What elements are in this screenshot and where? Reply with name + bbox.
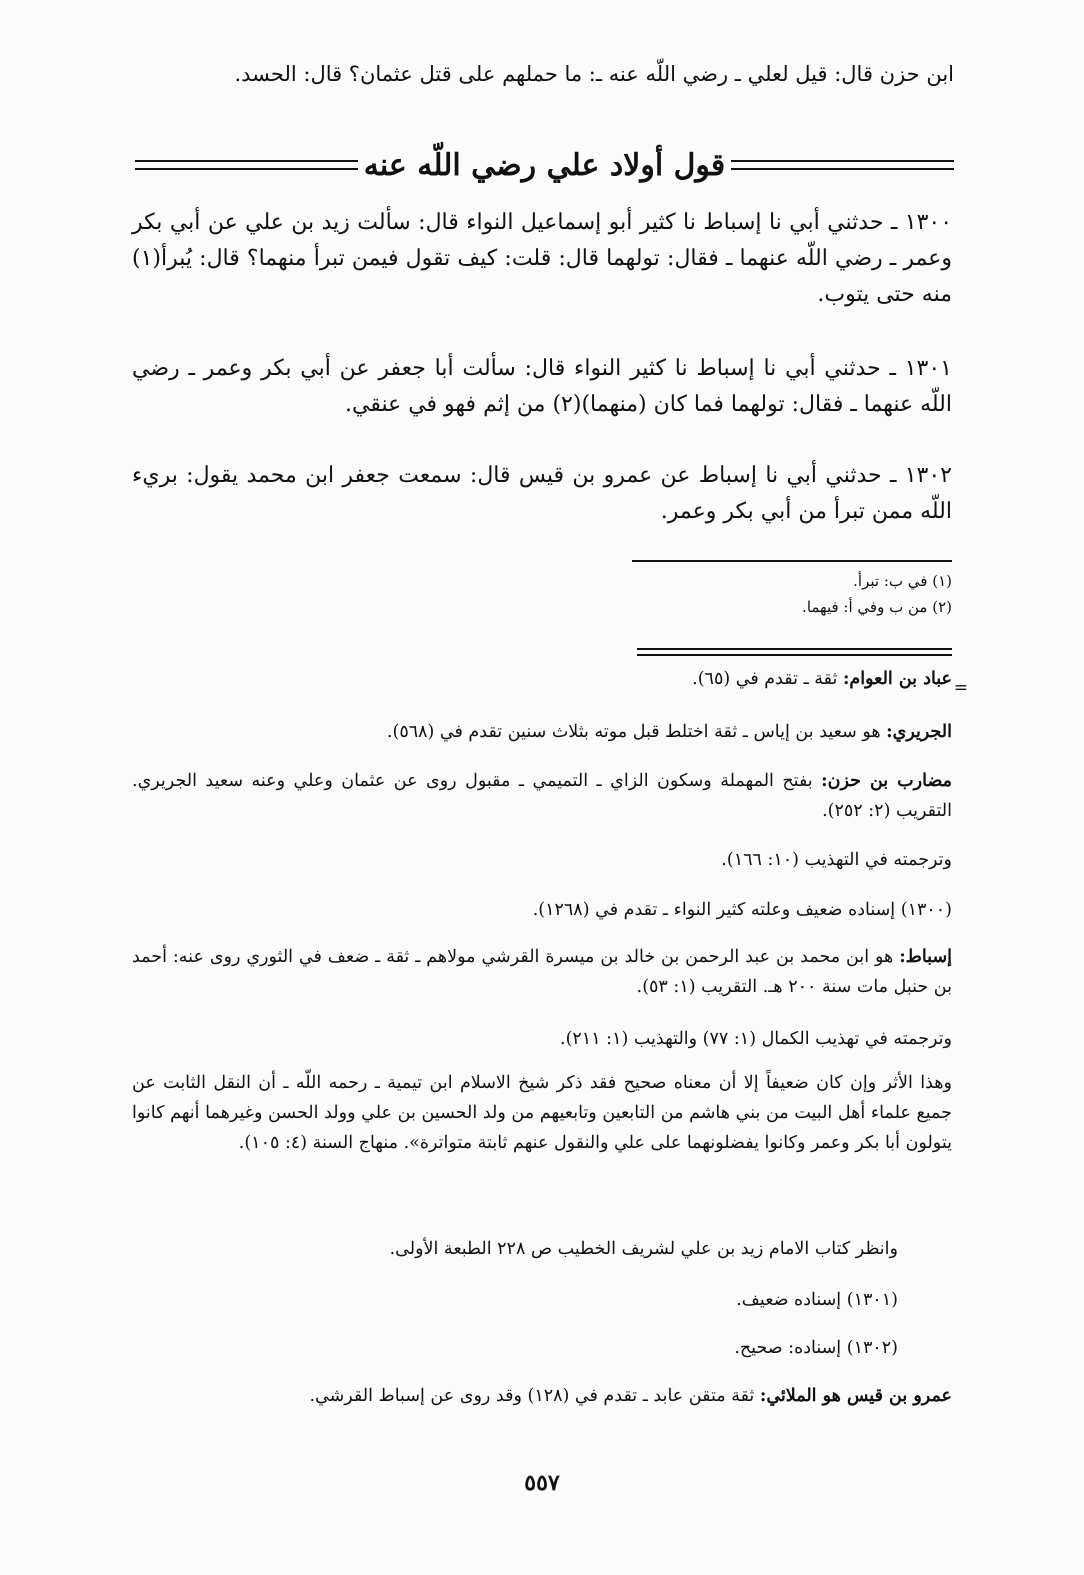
section-heading — [135, 140, 954, 190]
commentary-3-text: بفتح المهملة وسكون الزاي ـ التميمي ـ مقبول روى عن عثمان وعلي وعنه سعيد الجريري. التقريب (٢: ٢٥٢). — [132, 771, 952, 821]
commentary-6 — [132, 942, 952, 1002]
commentary-11 — [734, 1333, 898, 1363]
commentary-12-term: عمرو بن قيس هو الملائي: — [759, 1386, 952, 1406]
commentary-4 — [132, 845, 952, 875]
footnote-2: (٢) من ب وفي أ: فيهما. — [802, 598, 952, 616]
commentary-rule-top — [637, 648, 952, 650]
commentary-11-text: (١٣٠٢) إسناده: صحيح. — [734, 1338, 898, 1358]
hadith-1300: ١٣٠٠ ـ حدثني أبي نا إسباط نا كثير أبو إسماعيل النواء قال: سألت زيد بن علي عن أبي بكر وعمر ـ رضي اللّه عنهما ـ فقال: تولهما قال: قلت: كيف تقول فيمن تبرأ منهما؟ قال: يُبرأ(١) منه حتى يتوب. — [132, 210, 953, 307]
commentary-3 — [132, 766, 952, 826]
commentary-2-text: هو سعيد بن إياس ـ ثقة اختلط قبل موته بثلاث سنين تقدم في (٥٦٨). — [386, 722, 887, 742]
heading-rule-left — [135, 160, 358, 170]
commentary-4-text: وترجمته في التهذيب (١٠: ١٦٦). — [721, 850, 952, 870]
commentary-5-text: (١٣٠٠) إسناده ضعيف وعلته كثير النواء ـ تقدم في (١٢٦٨). — [532, 900, 952, 920]
commentary-1-text: ثقة ـ تقدم في (٦٥). — [692, 669, 843, 689]
commentary-12 — [132, 1381, 952, 1411]
commentary-8-text: وهذا الأثر وإن كان ضعيفاً إلا أن معناه صحيح فقد ذكر شيخ الاسلام ابن تيمية ـ رحمه اللّه ـ أن النقل الثابت عن جميع علماء أهل البيت من بني هاشم من التابعين وتابعيهم من ولد الحسين بن علي وولد الحسن وغيرهما أنهم كانوا يتولون أبا بكر وعمر وكانوا يفضلونهما على علي والنقول عنهم ثابتة متواترة». منهاج السنة (٤: ١٠٥). — [132, 1073, 952, 1153]
commentary-1 — [132, 664, 952, 694]
hadith-1302: ١٣٠٢ ـ حدثني أبي نا إسباط عن عمرو بن قيس قال: سمعت جعفر ابن محمد يقول: بريء اللّه ممن تبرأ من أبي بكر وعمر. — [132, 463, 952, 524]
footnote-divider — [632, 560, 952, 562]
commentary-7-text: وترجمته في تهذيب الكمال (١: ٧٧) والتهذيب (١: ٢١١). — [560, 1029, 952, 1049]
continuation-mark: = — [953, 678, 968, 698]
commentary-6-text: هو ابن محمد بن عبد الرحمن بن خالد بن ميسرة القرشي مولاهم ـ ثقة ـ ضعف في الثوري روى عنه: أحمد بن حنبل مات سنة ٢٠٠ هـ. التقريب (١: ٥٣). — [132, 947, 952, 997]
commentary-6-term: إسباط: — [899, 947, 952, 967]
heading-title: قول أولاد علي رضي اللّه عنه — [363, 147, 726, 183]
commentary-10 — [736, 1285, 898, 1315]
commentary-8 — [132, 1068, 952, 1158]
commentary-2 — [132, 717, 952, 747]
top-text-line: ابن حزن قال: قيل لعلي ـ رضي اللّه عنه ـ: ما حملهم على قتل عثمان؟ قال: الحسد. — [234, 62, 954, 86]
commentary-rule-bottom — [637, 654, 952, 656]
commentary-2-term: الجريري: — [886, 722, 952, 742]
commentary-1-term: عباد بن العوام: — [842, 669, 952, 689]
commentary-9-text: وانظر كتاب الامام زيد بن علي لشريف الخطيب ص ٢٢٨ الطبعة الأولى. — [389, 1239, 898, 1259]
commentary-7 — [132, 1024, 952, 1054]
heading-rule-right — [731, 160, 954, 170]
footnote-1: (١) في ب: تبرأ. — [853, 572, 952, 590]
commentary-5 — [132, 895, 952, 925]
commentary-10-text: (١٣٠١) إسناده ضعيف. — [736, 1290, 898, 1310]
commentary-9 — [390, 1234, 898, 1264]
page-number: ٥٥٧ — [524, 1470, 560, 1496]
footnotes — [802, 568, 952, 620]
hadith-1301: ١٣٠١ ـ حدثني أبي نا إسباط نا كثير النواء قال: سألت أبا جعفر عن أبي بكر وعمر ـ رضي اللّه عنهما ـ فقال: تولهما فما كان (منهما)(٢) من إثم فهو في عنقي. — [132, 356, 952, 417]
commentary-3-term: مضارب بن حزن: — [821, 771, 952, 791]
commentary-12-text: ثقة متقن عابد ـ تقدم في (١٢٨) وقد روى عن إسباط القرشي. — [309, 1386, 760, 1406]
